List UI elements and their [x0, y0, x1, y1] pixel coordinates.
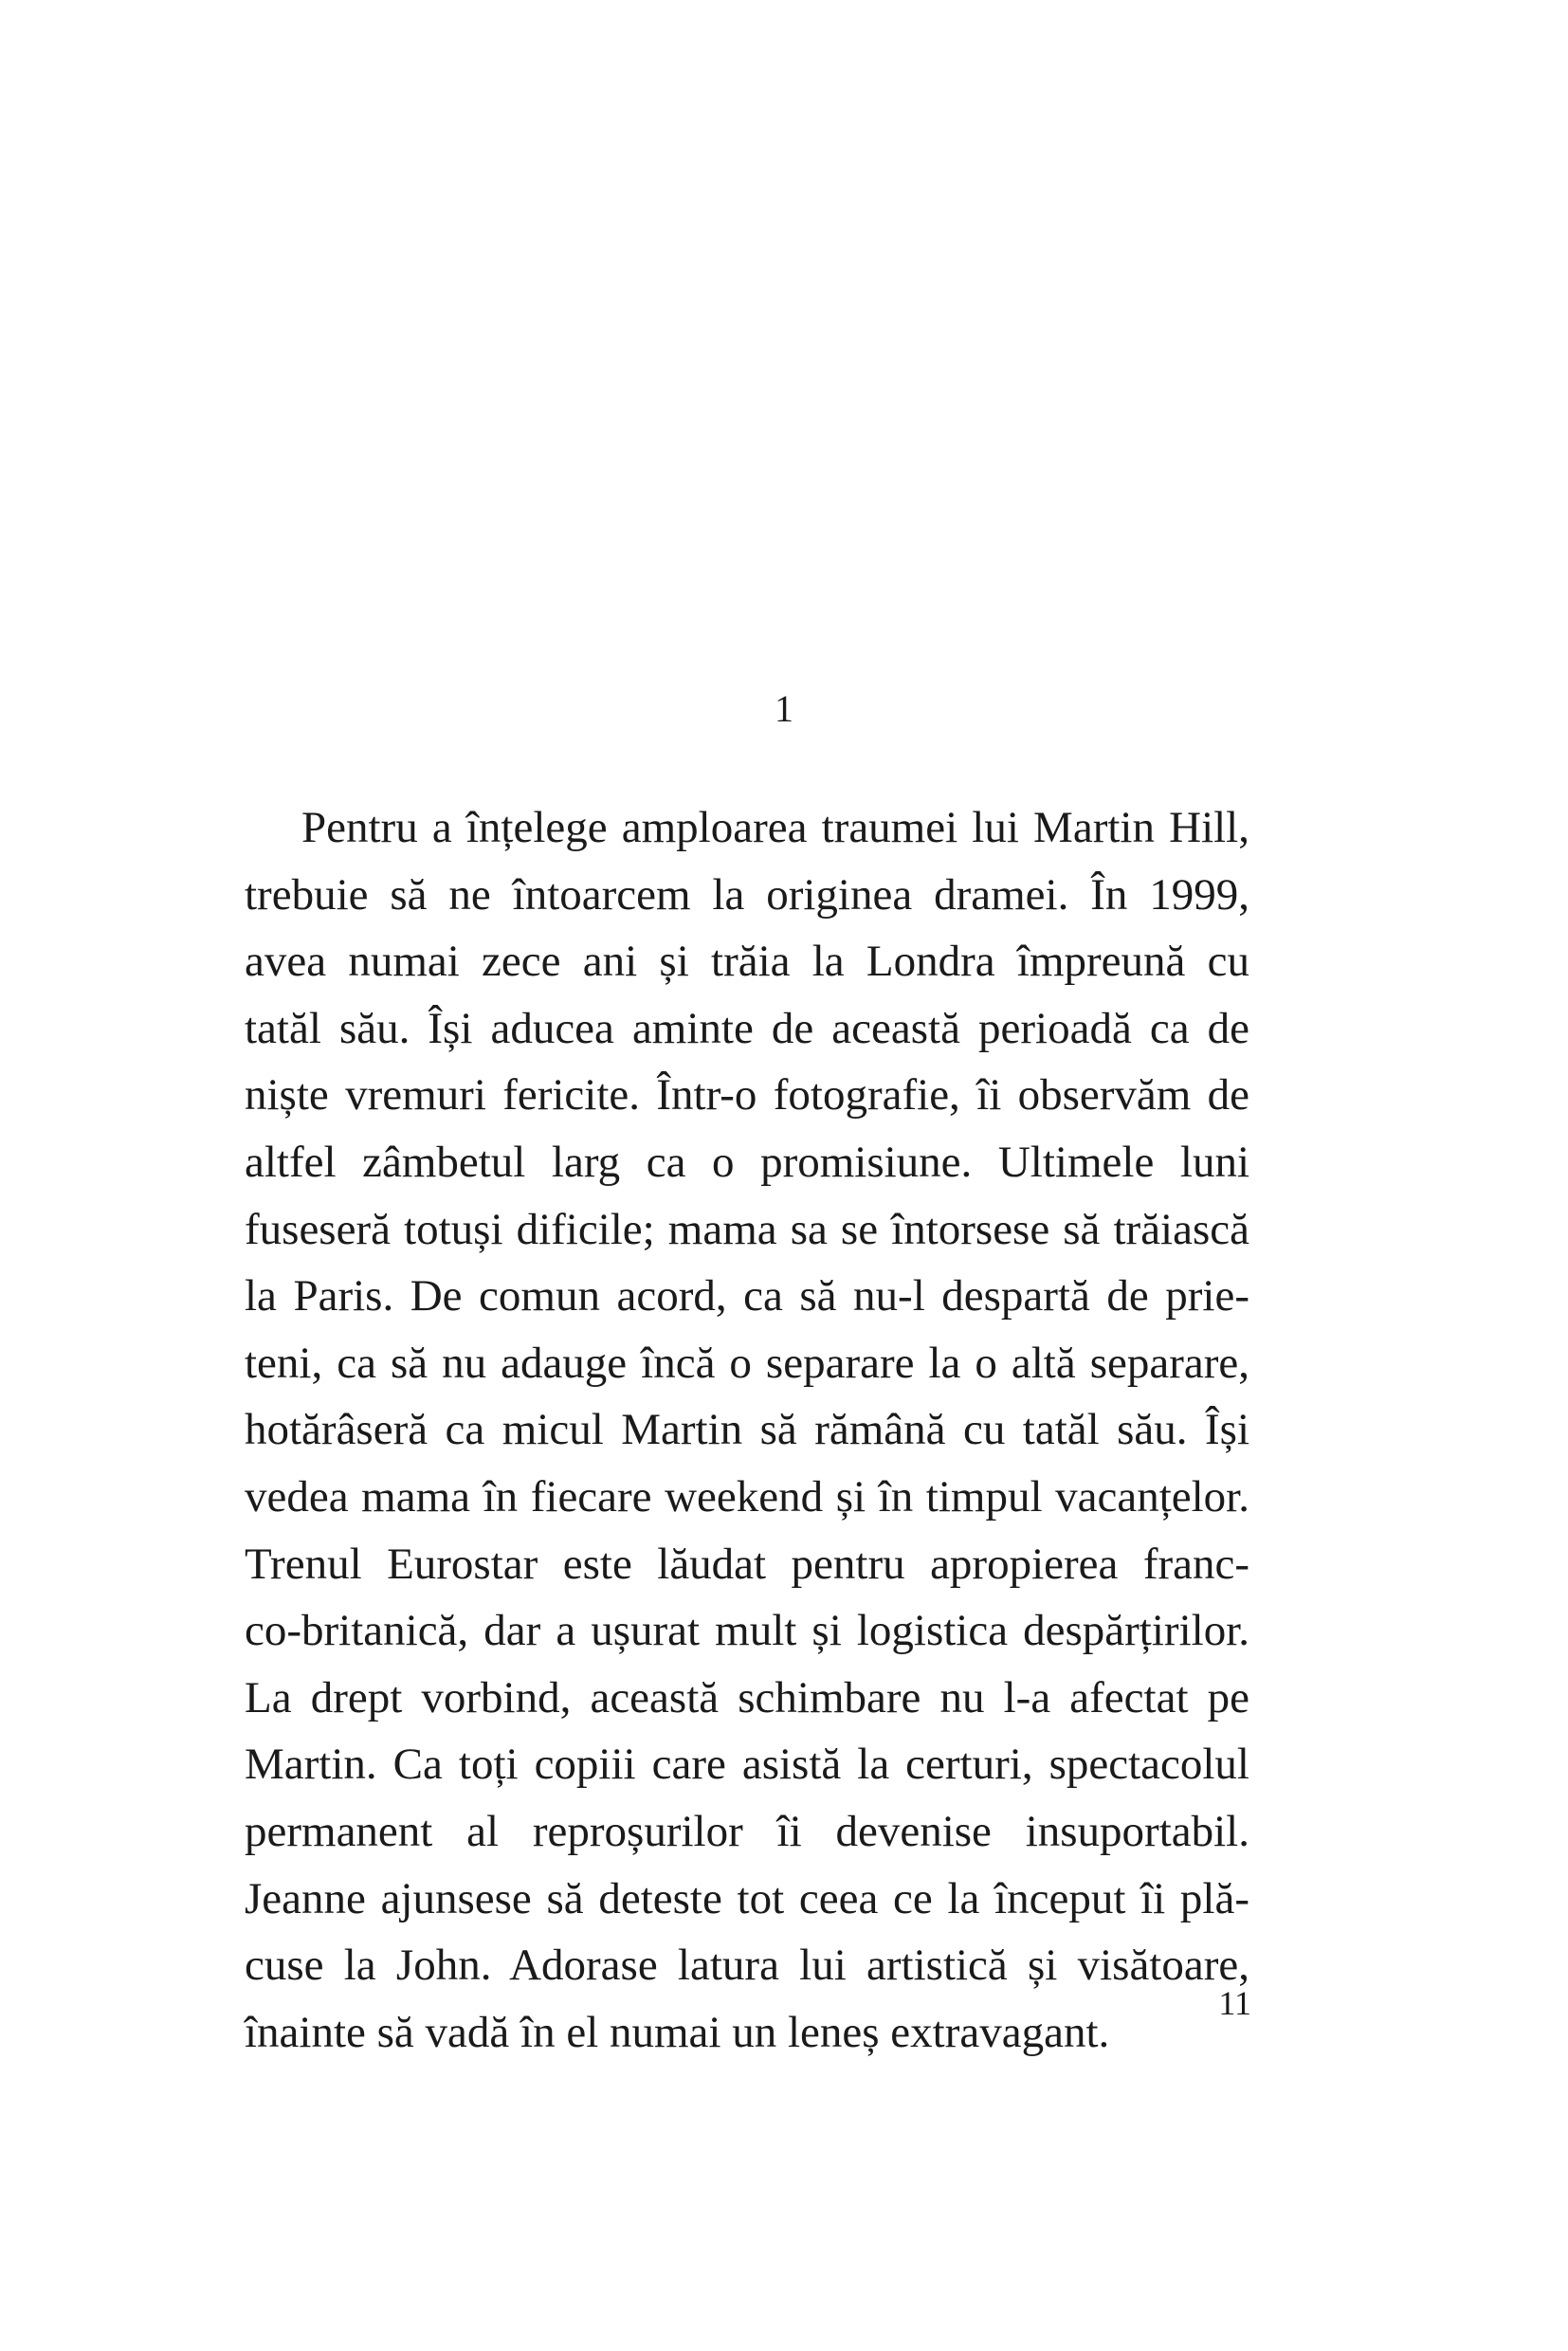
text-line: fuseseră totuși dificile; mama sa se întorsese să trăiască	[245, 1204, 1249, 1254]
text-line: co-britanică, dar a ușurat mult și logistica despărțirilor.	[245, 1606, 1249, 1656]
text-line: trebuie să ne întoarcem la originea dramei. În 1999,	[245, 869, 1249, 920]
text-line: teni, ca să nu adauge încă o separare la o altă separare,	[245, 1338, 1249, 1388]
text-line: avea numai zece ani și trăia la Londra împreună cu	[245, 937, 1249, 987]
body-paragraph	[245, 794, 1249, 2066]
text-line: Jeanne ajunsese să deteste tot ceea ce la început îi plă-	[245, 1873, 1249, 1923]
text-line: hotărâseră ca micul Martin să rămână cu tatăl său. Își	[245, 1405, 1249, 1455]
text-line: tatăl său. Își aducea aminte de această perioadă ca de	[245, 1003, 1249, 1053]
text-line: cuse la John. Adorase latura lui artistică și visătoare,	[245, 1941, 1249, 1991]
text-line: înainte să vadă în el numai un leneș extravagant.	[245, 2007, 1110, 2057]
text-line: Pentru a înțelege amploarea traumei lui Martin Hill,	[301, 803, 1249, 852]
page-number: 11	[1218, 1984, 1251, 2022]
text-line: vedea mama în fiecare weekend și în timpul vacanțelor.	[245, 1471, 1249, 1522]
text-line: permanent al reproșurilor îi devenise insuportabil.	[245, 1806, 1249, 1856]
text-line: Trenul Eurostar este lăudat pentru apropierea franc-	[245, 1539, 1249, 1589]
text-line: Martin. Ca toți copiii care asistă la certuri, spectacolul	[245, 1740, 1249, 1790]
text-line: niște vremuri fericite. Într-o fotografie, îi observăm de	[245, 1070, 1249, 1121]
text-line: altfel zâmbetul larg ca o promisiune. Ultimele luni	[245, 1137, 1249, 1187]
text-line: La drept vorbind, această schimbare nu l-a afectat pe	[245, 1672, 1249, 1722]
text-line: la Paris. De comun acord, ca să nu-l despartă de prie-	[245, 1271, 1249, 1321]
chapter-number: 1	[775, 687, 793, 730]
